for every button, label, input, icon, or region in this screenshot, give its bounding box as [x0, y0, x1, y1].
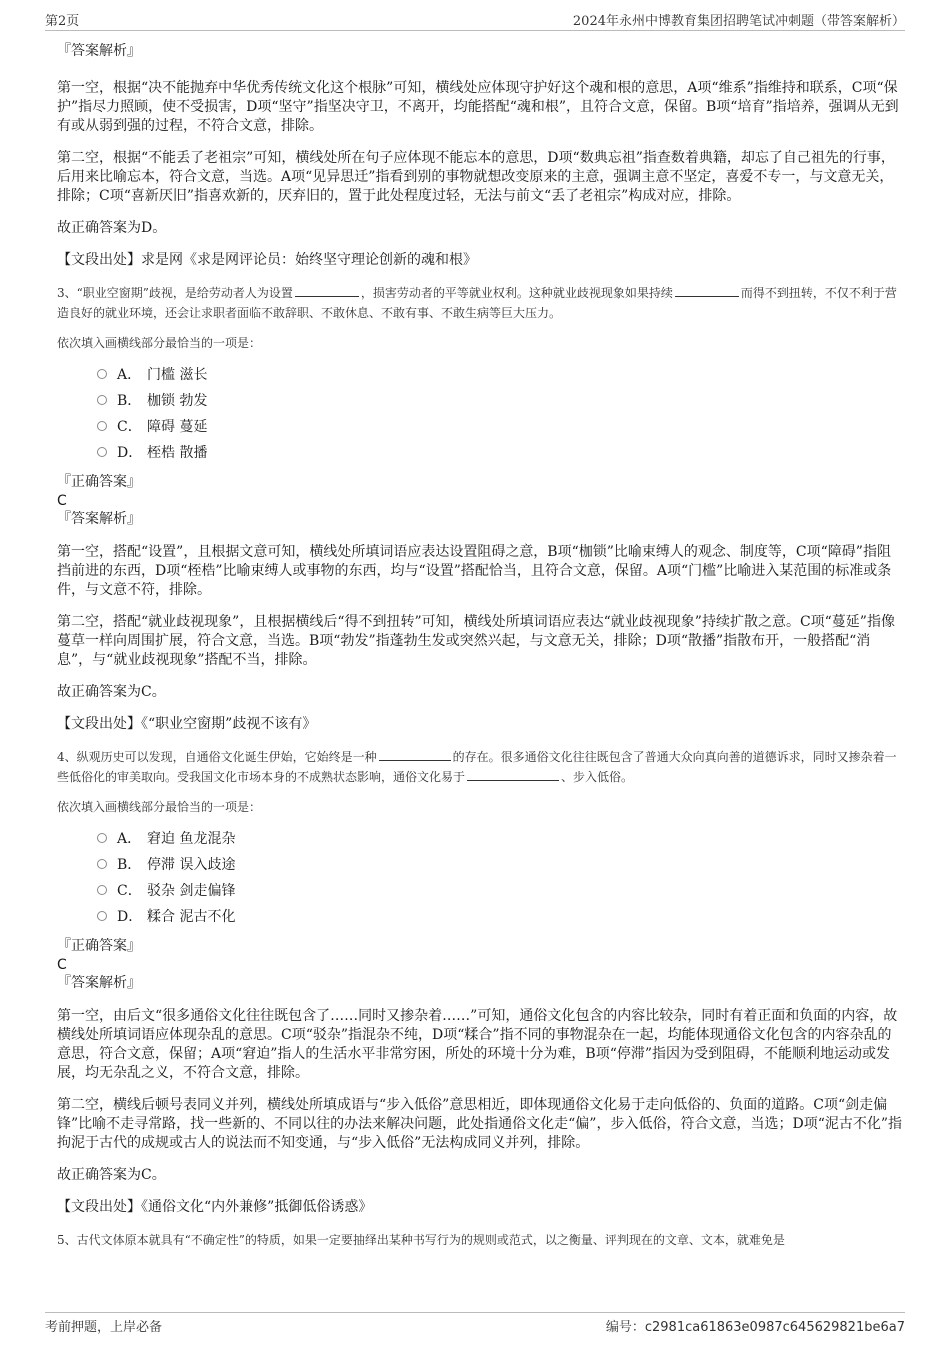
radio-icon[interactable] — [97, 911, 107, 921]
question-stem: 4、纵观历史可以发现，自通俗文化诞生伊始，它始终是一种 的存在。很多通俗文化往往既包含了普通大众向真向善的道德诉求，同时又掺杂着一些低俗化的审美取向。受我国文化市场本身的不成熟状态影响，通俗文化易于 、步入低俗。 — [57, 750, 897, 784]
analysis-paragraph: 第一空，搭配“设置”，且根据文意可知，横线处所填词语应表达设置阻碍之意，B项“枷锁”比喻束缚人的观念、制度等，C项“障碍”指阻挡前进的东西，D项“桎梏”比喻束缚人或事物的东西，均与“设置”搭配恰当，且符合文意，保留。A项“门槛”比喻进入某范围的标准或条件，与文意不符，排除。 — [57, 544, 892, 598]
analysis-paragraph: 第二空，搭配“就业歧视现象”，且根据横线后“得不到扭转”可知，横线处所填词语应表达“就业歧视现象”持续扩散之意。C项“蔓延”指像蔓草一样向周围扩展，符合文意，当选。B项“勃发”指蓬勃生发或突然兴起，与文意无关，排除；D项“散播”指散布开，一般搭配“消息”，与“就业歧视现象”搭配不当，排除。 — [57, 614, 895, 668]
analysis-label: 『答案解析』 — [57, 975, 141, 991]
radio-icon[interactable] — [97, 833, 107, 843]
conclusion: 故正确答案为C。 — [57, 1167, 166, 1183]
source: 【文段出处】《通俗文化“内外兼修”抵御低俗诱惑》 — [57, 1199, 373, 1215]
radio-icon[interactable] — [97, 369, 107, 379]
option-a[interactable]: A． 门槛 滋长 — [97, 361, 902, 387]
option-list — [97, 361, 902, 465]
question-stem: 5、古代文体原本就具有“不确定性”的特质，如果一定要抽绎出某种书写行为的规则或范式，以之衡量、评判现在的文章、文本，就难免是 — [57, 1233, 785, 1247]
document-title: 2024年永州中博教育集团招聘笔试冲刺题（带答案解析） — [572, 13, 905, 29]
analysis-paragraph: 第二空，根据“不能丢了老祖宗”可知，横线处所在句子应体现不能忘本的意思，D项“数典忘祖”指查数着典籍，却忘了自己祖先的行事，后用来比喻忘本，符合文意，当选。A项“见异思迁”指看到别的事物就想改变原来的主意，强调主意不坚定，喜爱不专一，与文意无关，排除；C项“喜新厌旧”指喜欢新的，厌弃旧的，置于此处程度过轻，无法与前文“丢了老祖宗”构成对应，排除。 — [57, 150, 895, 204]
fill-blank — [379, 748, 451, 761]
option-a[interactable]: A． 窘迫 鱼龙混杂 — [97, 825, 902, 851]
correct-answer-label: 『正确答案』 — [57, 474, 141, 490]
correct-answer-label: 『正确答案』 — [57, 938, 141, 954]
conclusion: 故正确答案为C。 — [57, 684, 166, 700]
page-number: 第2页 — [45, 13, 80, 29]
correct-answer: C — [57, 957, 67, 973]
analysis-label: 『答案解析』 — [57, 511, 141, 527]
option-c[interactable]: C． 驳杂 剑走偏锋 — [97, 877, 902, 903]
radio-icon[interactable] — [97, 421, 107, 431]
footer-slogan: 考前押题，上岸必备 — [45, 1319, 163, 1335]
analysis-label: 『答案解析』 — [57, 43, 141, 59]
analysis-paragraph: 第一空，根据“决不能抛弃中华优秀传统文化这个根脉”可知，横线处应体现守护好这个魂和根的意思，A项“维系”指维持和联系，C项“保护”指尽力照顾，使不受损害，D项“坚守”指坚决守卫，不离开，均能搭配“魂和根”，且符合文意，保留。B项“培育”指培养，强调从无到有或从弱到强的过程，不符合文意，排除。 — [57, 80, 899, 134]
correct-answer: C — [57, 493, 67, 509]
source: 【文段出处】求是网《求是网评论员：始终坚守理论创新的魂和根》 — [57, 252, 477, 268]
radio-icon[interactable] — [97, 859, 107, 869]
option-d[interactable]: D． 桎梏 散播 — [97, 439, 902, 465]
document-code: 编号：c2981ca61863e0987c645629821be6a7 — [605, 1319, 905, 1335]
conclusion: 故正确答案为D。 — [57, 220, 167, 236]
question-prompt: 依次填入画横线部分最恰当的一项是： — [57, 800, 262, 814]
analysis-paragraph: 第一空，由后文“很多通俗文化往往既包含了……同时又掺杂着……”可知，通俗文化包含的内容比较杂，同时有着正面和负面的内容，故横线处所填词语应体现杂乱的意思。C项“驳杂”指混杂不纯，D项“糅合”指不同的事物混杂在一起，均能体现通俗文化包含的内容杂乱的意思，符合文意，保留；A项“窘迫”指人的生活水平非常穷困，所处的环境十分为难，B项“停滞”指因为受到阻碍，不能顺利地运动或发展，均无杂乱之义，不符合文意，排除。 — [57, 1008, 898, 1081]
radio-icon[interactable] — [97, 447, 107, 457]
radio-icon[interactable] — [97, 395, 107, 405]
page-header — [45, 8, 905, 31]
option-b[interactable]: B． 停滞 误入歧途 — [97, 851, 902, 877]
fill-blank — [295, 284, 359, 297]
option-d[interactable]: D． 糅合 泥古不化 — [97, 903, 902, 929]
option-c[interactable]: C． 障碍 蔓延 — [97, 413, 902, 439]
option-list — [97, 825, 902, 929]
question-stem: 3、“职业空窗期”歧视，是给劳动者人为设置 ，损害劳动者的平等就业权利。这种就业歧视现象如果持续 而得不到扭转，不仅不利于营造良好的就业环境，还会让求职者面临不敢辞职、不敢休息、不敢有事、不敢生病等巨大压力。 — [57, 286, 897, 320]
option-b[interactable]: B． 枷锁 勃发 — [97, 387, 902, 413]
radio-icon[interactable] — [97, 885, 107, 895]
fill-blank — [467, 768, 559, 781]
analysis-paragraph: 第二空，横线后顿号表同义并列，横线处所填成语与“步入低俗”意思相近，即体现通俗文化易于走向低俗的、负面的道路。C项“剑走偏锋”比喻不走寻常路，找一些新的、不同以往的办法来解决问题，此处指通俗文化走“偏”，步入低俗，符合文意，当选；D项“泥古不化”指拘泥于古代的成规或古人的说法而不知变通，与“步入低俗”无法构成同义并列，排除。 — [57, 1097, 903, 1151]
fill-blank — [675, 284, 739, 297]
page-content — [57, 42, 902, 1250]
page-footer — [45, 1312, 905, 1335]
question-prompt: 依次填入画横线部分最恰当的一项是： — [57, 336, 262, 350]
source: 【文段出处】《“职业空窗期”歧视不该有》 — [57, 716, 317, 732]
